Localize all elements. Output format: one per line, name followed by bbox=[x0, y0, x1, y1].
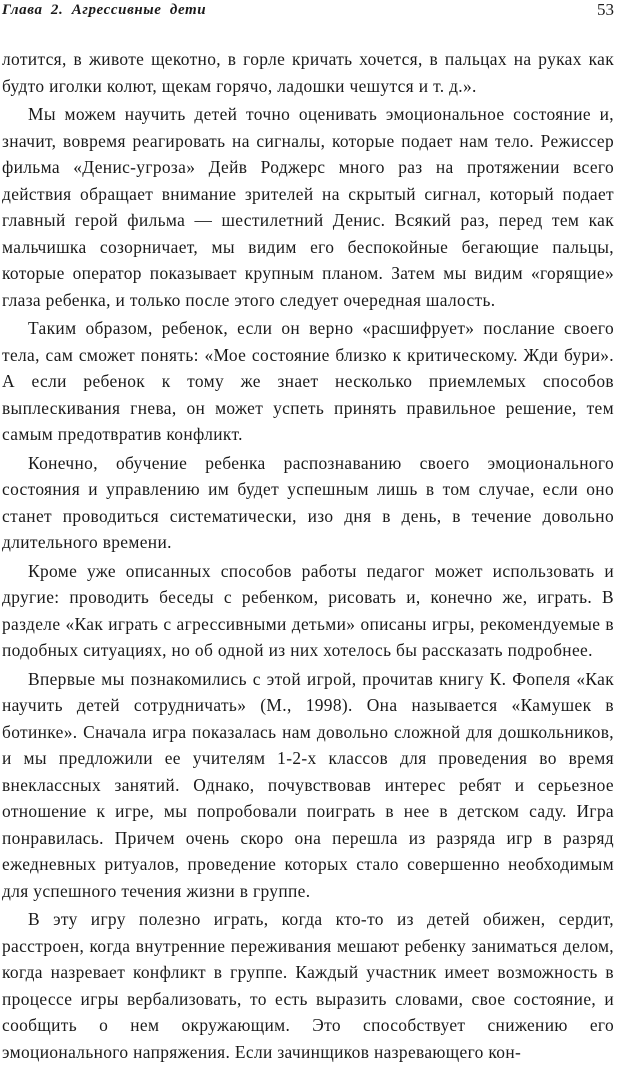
paragraph: Таким образом, ребенок, если он верно «расшифрует» послание своего тела, сам сможет понять: «Мое состояние близко к критическому. Жди бури». А если ребенок к тому же знает несколько приемлемых способов выплескивания гнева, он может успеть принять правильное решение, тем самым предотвратив конфликт. bbox=[2, 318, 614, 444]
paragraph: Кроме уже описанных способов работы педагог может использовать и другие: проводить беседы с ребенком, рисовать и, конечно же, играть. В разделе «Как играть с агрессивными детьми» описаны игры, рекомендуемые в подобных ситуациях, но об одной из них хотелось бы рассказать подробнее. bbox=[2, 560, 614, 660]
paragraph: Впервые мы познакомились с этой игрой, прочитав книгу К. Фопеля «Как научить детей сотрудничать» (М., 1998). Она называется «Камушек в ботинке». Сначала игра показалась нам довольно сложной для дошкольников, и мы предложили ее учителям 1-2-х классов для проведения во время внеклассных занятий. Однако, почувствовав интерес ребят и серьезное отношение к игре, мы попробовали поиграть в нее в детском саду. Игра понравилась. Причем очень скоро она перешла из разряда игр в разряд ежедневных ритуалов, проведение которых стало совершенно необходимым для успешного течения жизни в группе. bbox=[2, 668, 614, 901]
body-text bbox=[2, 46, 614, 1067]
paragraph: В эту игру полезно играть, когда кто-то из детей обижен, сердит, расстроен, когда внутренние переживания мешают ребенку заниматься делом, когда назревает конфликт в группе. Каждый участник имеет возможность в процессе игры вербализовать, то есть выразить словами, свое состояние, и сообщить о нем окружающим. Это способствует снижению его эмоционального напряжения. Если зачинщиков назревающего кон- bbox=[2, 909, 614, 1062]
paragraph: Конечно, обучение ребенка распознаванию своего эмоционального состояния и управлению им будет успешным лишь в том случае, если оно станет проводиться систематически, изо дня в день, в течение довольно длительного времени. bbox=[2, 452, 614, 552]
running-head: Глава 2. Агрессивные дети bbox=[2, 2, 207, 18]
paragraph: Мы можем научить детей точно оценивать эмоциональное состояние и, значит, вовремя реагировать на сигналы, которые подает нам тело. Режиссер фильма «Денис-угроза» Дейв Роджерс много раз на протяжении всего действия обращает внимание зрителей на скрытый сигнал, который подает главный герой фильма — шестилетний Денис. Всякий раз, перед тем как мальчишка созорничает, мы видим его беспокойные бегающие пальцы, которые оператор показывает крупным планом. Затем мы видим «горящие» глаза ребенка, и только после этого следует очередная шалость. bbox=[2, 104, 614, 310]
page-number: 53 bbox=[597, 0, 614, 19]
paragraph-continuation: лотится, в животе щекотно, в горле кричать хочется, в пальцах на руках как будто иголки колют, щекам горячо, ладошки чешутся и т. д.». bbox=[2, 49, 614, 96]
page-header bbox=[0, 0, 620, 26]
